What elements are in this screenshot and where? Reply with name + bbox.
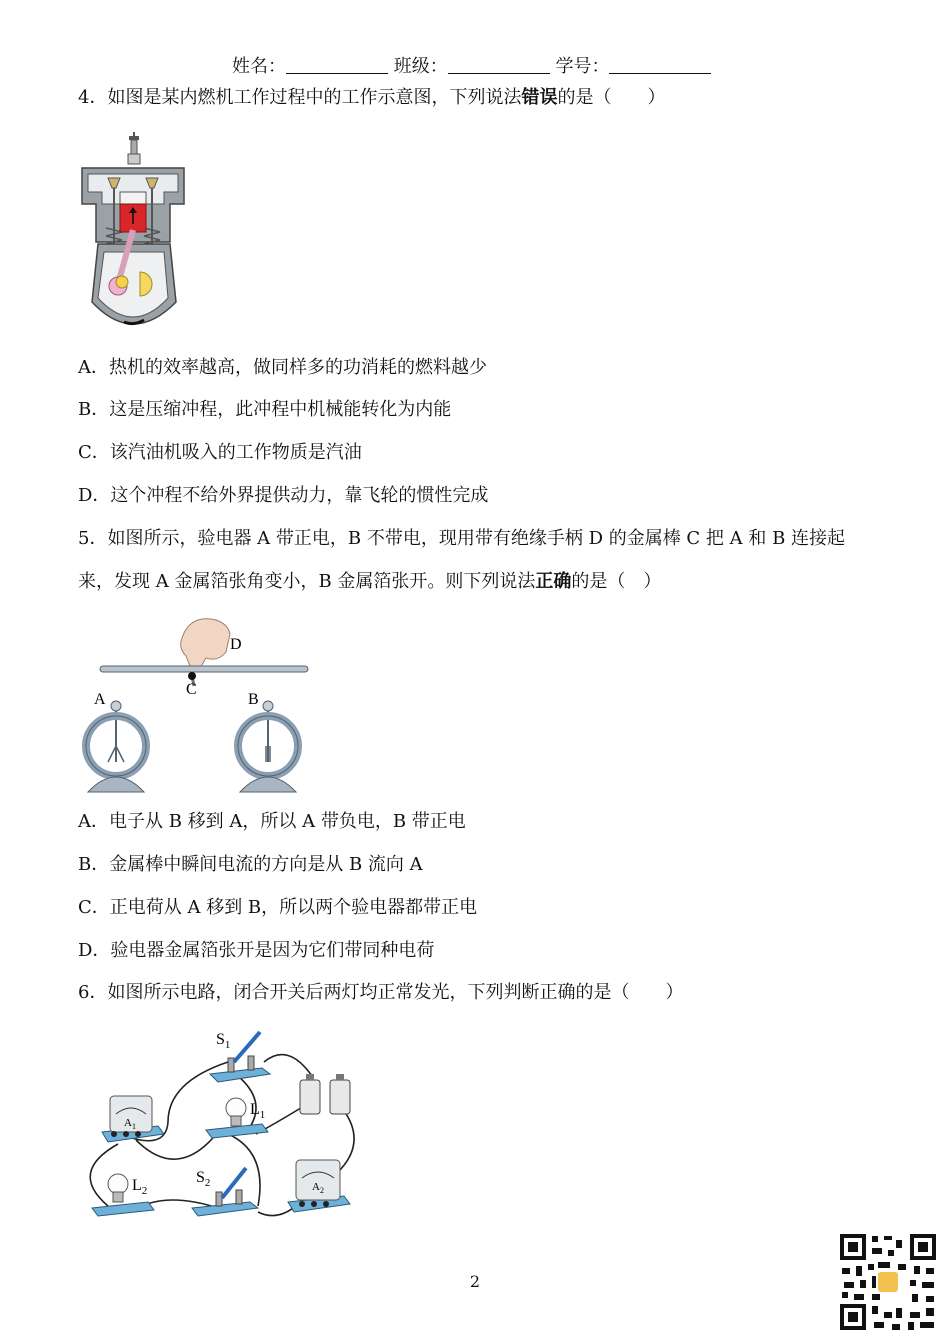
q4-emphasis: 错误 xyxy=(521,87,558,108)
label-l1: $L_1$ xyxy=(250,1101,266,1121)
label-l2: $L_2$ xyxy=(132,1177,148,1197)
circuit-diagram xyxy=(78,1022,368,1222)
q5-option-d: D．验电器金属箔张开是因为它们带同种电荷 xyxy=(78,940,435,961)
name-blank[interactable] xyxy=(286,55,388,74)
page-number: 2 xyxy=(469,1272,481,1291)
q4-option-c: C．该汽油机吸入的工作物质是汽油 xyxy=(78,442,362,463)
label-s2: $S_2$ xyxy=(196,1169,211,1189)
q5-option-a: A．电子从 B 移到 A，所以 A 带负电，B 带正电 xyxy=(78,811,466,832)
label-c: C xyxy=(186,681,197,698)
label-a2: $A_2$ xyxy=(312,1181,324,1195)
class-blank[interactable] xyxy=(448,55,550,74)
qr-code-icon[interactable] xyxy=(838,1232,938,1332)
q5-emphasis: 正确 xyxy=(535,571,572,592)
battery-pack xyxy=(300,1074,350,1114)
label-a: A xyxy=(94,691,106,708)
q5-stem-line1: 5．如图所示，验电器 A 带正电，B 不带电，现用带有绝缘手柄 D 的金属棒 C 把 A 和 B 连接起 xyxy=(78,528,846,549)
id-label: 学号： xyxy=(555,56,610,77)
q5-option-b: B．金属棒中瞬间电流的方向是从 B 流向 A xyxy=(78,854,423,875)
id-blank[interactable] xyxy=(609,55,711,74)
engine-diagram xyxy=(78,132,188,334)
label-d: D xyxy=(230,636,242,653)
q4-option-d: D．这个冲程不给外界提供动力，靠飞轮的惯性完成 xyxy=(78,485,489,506)
student-info-header xyxy=(232,52,711,78)
q4-option-a: A．热机的效率越高，做同样多的功消耗的燃料越少 xyxy=(78,357,487,378)
name-label: 姓名： xyxy=(232,56,286,77)
ammeter-a1 xyxy=(102,1096,164,1142)
label-a1: $A_1$ xyxy=(124,1117,136,1131)
q4-option-b: B．这是压缩冲程，此冲程中机械能转化为内能 xyxy=(78,399,452,420)
electroscope-diagram xyxy=(78,612,318,796)
label-b: B xyxy=(248,691,259,708)
q6-stem: 6．如图所示电路，闭合开关后两灯均正常发光，下列判断正确的是（ ） xyxy=(78,982,684,1003)
q5-option-c: C．正电荷从 A 移到 B，所以两个验电器都带正电 xyxy=(78,897,478,918)
class-label: 班级： xyxy=(393,56,448,77)
label-s1: $S_1$ xyxy=(216,1031,231,1051)
q5-stem-line2: 来，发现 A 金属箔张角变小，B 金属箔张开。则下列说法正确的是（ ） xyxy=(78,571,662,592)
q4-stem: 4．如图是某内燃机工作过程中的工作示意图，下列说法错误的是（ ） xyxy=(78,87,666,108)
